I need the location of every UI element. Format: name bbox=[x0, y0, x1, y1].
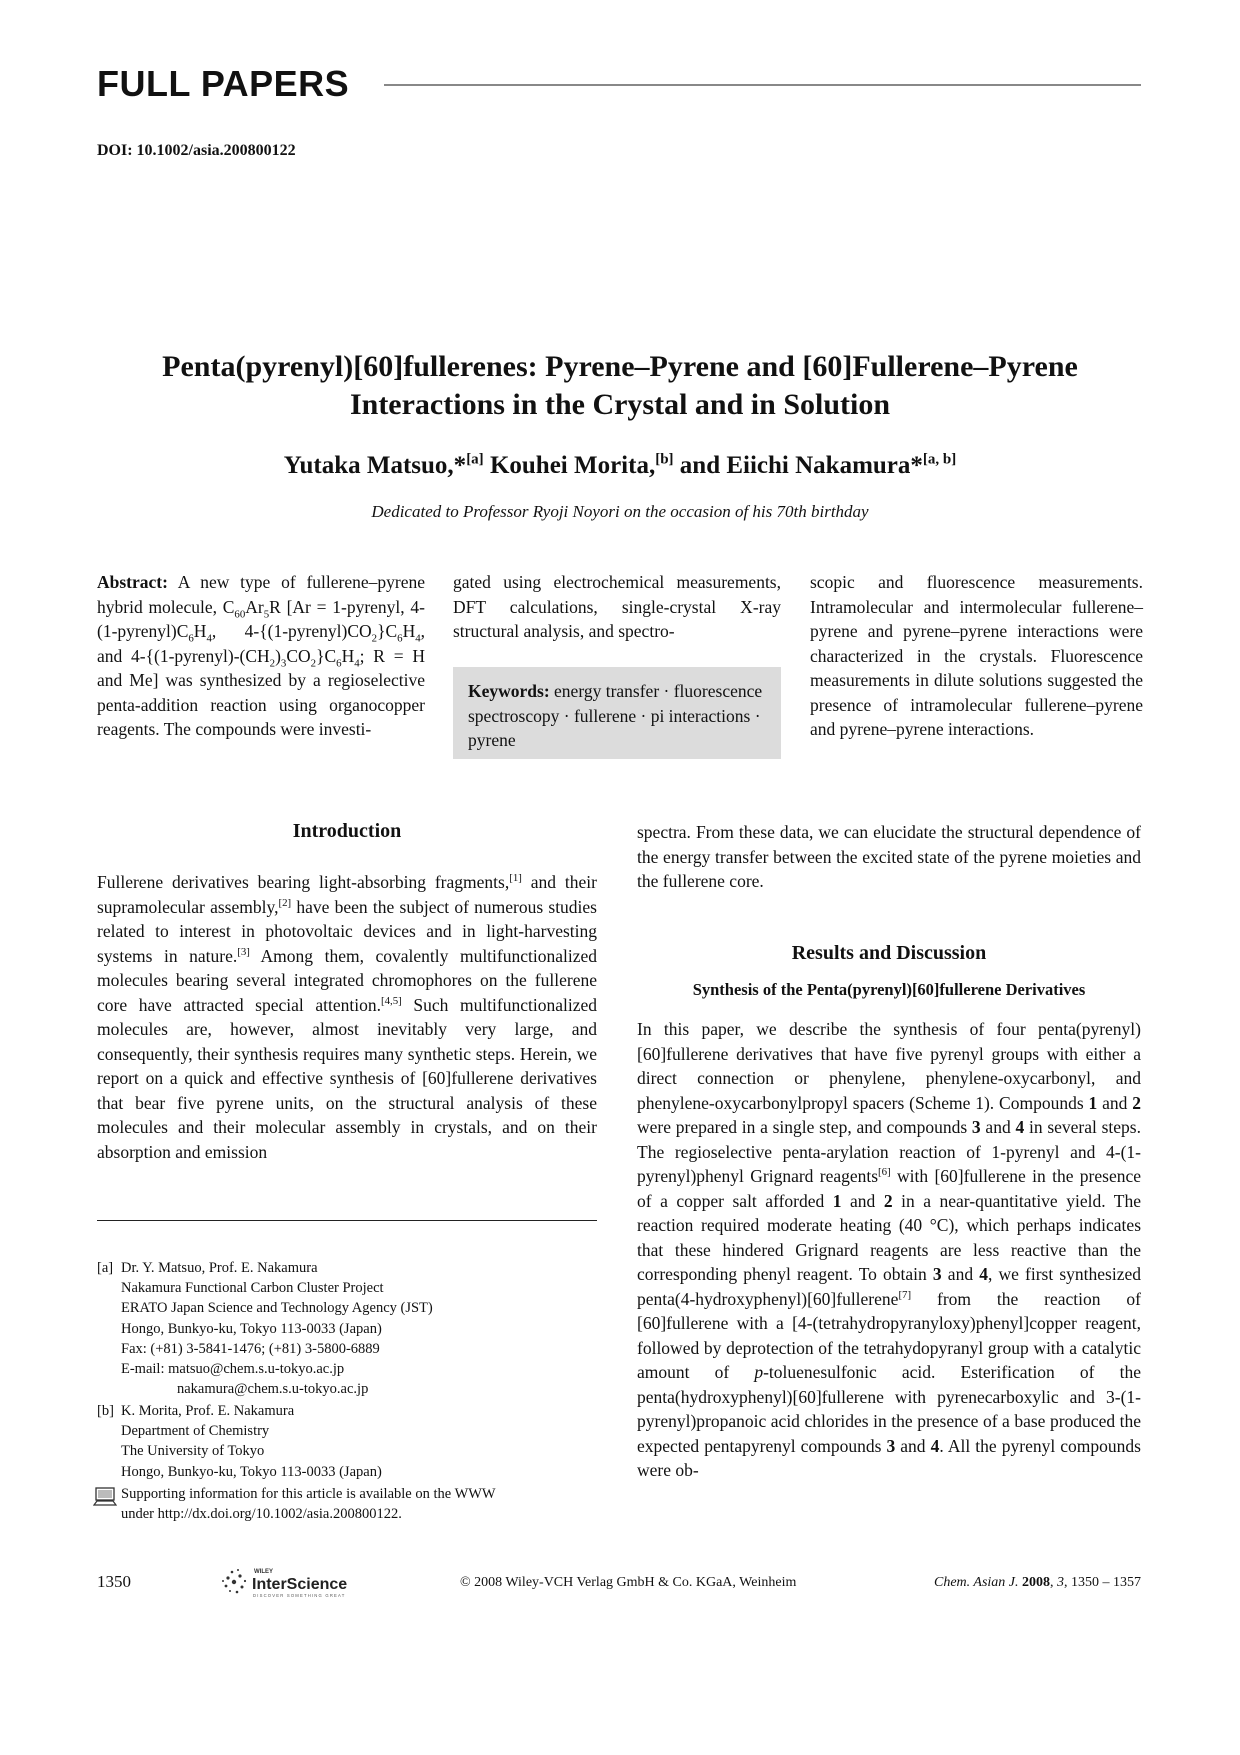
body-text: Such multifunctionalized molecules are, however, almost inevitably very large, and consequently, their synthesis requires many synthetic steps. Herein, we report on a quick and effective synthesis of [60]fullerene derivatives that bear five pyrene units, on the structural analysis of these molecules and their molecular assembly in crystals, and on their absorption and emission bbox=[97, 994, 598, 1162]
abstract-column-3: scopic and fluorescence measurements. Intramolecular and intermolecular fullerene–pyrene and pyrene–pyrene interactions were characterized in the crystals. Fluorescence measurements in dilute solutions suggested the presence of intramolecular fullerene–pyrene and pyrene–pyrene interactions. bbox=[810, 572, 1143, 739]
citation-ref: [4,5] bbox=[380, 994, 402, 1007]
wiley-interscience-logo bbox=[218, 1562, 378, 1602]
body-text: have been the subject of numerous studies related to interest in photovoltaic devices and in light-harvesting systems in nature. bbox=[97, 896, 597, 966]
subscript: 3 bbox=[280, 657, 287, 669]
compound-number: 4 bbox=[1015, 1117, 1025, 1137]
logo-tagline: DISCOVER SOMETHING GREAT bbox=[253, 1593, 346, 1598]
body-text: and bbox=[1097, 1092, 1133, 1113]
footnote-line: Supporting information for this article is available on the WWW bbox=[121, 1486, 496, 1502]
abstract-text: H bbox=[193, 621, 207, 641]
citation-ref: [7] bbox=[898, 1288, 912, 1301]
footnote-line: K. Morita, Prof. E. Nakamura bbox=[121, 1403, 295, 1419]
subscript: 6 bbox=[336, 657, 342, 669]
abstract-text: CO bbox=[286, 645, 311, 666]
copyright: © 2008 Wiley-VCH Verlag GmbH & Co. KGaA, Weinheim bbox=[460, 1575, 797, 1590]
body-text: -toluenesulfonic acid. Esterification of the penta(hydroxyphenyl)[60]fullerene with pyrenecarboxylic and 3-(1-pyrenyl)propanoic acid chlorides in the presence of a base produced the expected pentapyrenyl compounds bbox=[637, 1362, 1141, 1456]
footnote-rule bbox=[97, 1220, 597, 1221]
author-2-affiliation: [b] bbox=[655, 451, 674, 468]
subscript: 2 bbox=[371, 632, 378, 645]
body-text: , we first synthesized penta(4-hydroxyphenyl)[60]fullerene bbox=[637, 1264, 1141, 1309]
synthesis-subheading: Synthesis of the Penta(pyrenyl)[60]fullerene Derivatives bbox=[692, 980, 1086, 999]
author-2: Kouhei Morita, bbox=[483, 452, 656, 479]
logo-wiley-text: WILEY bbox=[254, 1569, 273, 1575]
citation-ref: [2] bbox=[278, 896, 292, 909]
subscript: 5 bbox=[263, 608, 270, 620]
footnote-email-2[interactable]: nakamura@chem.s.u-tokyo.ac.jp bbox=[177, 1381, 369, 1398]
abstract-text: }C bbox=[377, 621, 398, 641]
body-text: and bbox=[841, 1190, 884, 1211]
abstract-text: A new type of fullerene–pyrene hybrid molecule, C bbox=[97, 572, 425, 617]
abstract-text: ; R = H and Me] was synthesized by a regioselective penta-addition reaction using organocopper reagents. The compounds were investi- bbox=[97, 645, 425, 739]
subscript: 2 bbox=[269, 657, 276, 669]
body-text: Fullerene derivatives bearing light-absorbing fragments, bbox=[97, 872, 510, 892]
body-text: in several steps. The regioselective penta-arylation reaction of 1-pyrenyl and 4-(1-pyrenyl)phenyl Grignard reagents bbox=[637, 1117, 1141, 1186]
footnote-line: Department of Chemistry bbox=[121, 1423, 270, 1440]
abstract-text: R [Ar = 1-pyrenyl, 4-(1-pyrenyl)C bbox=[97, 596, 425, 641]
abstract-text: Ar bbox=[245, 596, 264, 617]
subscript: 60 bbox=[234, 608, 246, 620]
citation-ref: [6] bbox=[878, 1166, 891, 1179]
synthesis-body bbox=[637, 1017, 1141, 1483]
author-list bbox=[80, 452, 1160, 480]
footnote-line: The University of Tokyo bbox=[121, 1443, 265, 1460]
abstract-text: H bbox=[341, 645, 355, 666]
keywords-box bbox=[453, 667, 781, 759]
body-text: and their supramolecular assembly, bbox=[97, 872, 597, 917]
author-3: and Eiichi Nakamura* bbox=[673, 452, 923, 479]
title-line-2: Interactions in the Crystal and in Solution bbox=[349, 388, 891, 421]
intro-continuation: spectra. From these data, we can elucidate the structural dependence of the energy transfer between the excited state of the pyrene moieties and the fullerene core. bbox=[637, 822, 1141, 891]
footnote-line: Hongo, Bunkyo-ku, Tokyo 113-0033 (Japan) bbox=[121, 1463, 382, 1480]
compound-number: 2 bbox=[1132, 1092, 1141, 1113]
citation-journal: Chem. Asian J. bbox=[933, 1575, 1019, 1590]
subscript: 4 bbox=[415, 632, 421, 645]
compound-number: 1 bbox=[1088, 1092, 1098, 1113]
abstract-column-1 bbox=[97, 570, 425, 742]
compound-number: 4 bbox=[930, 1435, 940, 1456]
article-title bbox=[80, 348, 1160, 424]
footnote-a-label: [a] bbox=[97, 1260, 114, 1276]
abstract-text: , and 4-{(1-pyrenyl)-(CH bbox=[97, 621, 425, 666]
body-text: Among them, covalently multifunctionalized molecules bearing several integrated chromophores on the fullerene core have attracted special attention. bbox=[97, 945, 597, 1015]
author-1-affiliation: [a] bbox=[466, 451, 484, 468]
keywords-list: energy transfer · fluorescence spectroscopy · fullerene · pi interactions · pyrene bbox=[468, 681, 763, 750]
compound-number: 3 bbox=[971, 1117, 981, 1137]
footnote-line: Fax: (+81) 3-5841-1476; (+81) 3-5800-6889 bbox=[121, 1340, 380, 1357]
keywords-label: Keywords: bbox=[468, 681, 550, 701]
supporting-info-link[interactable]: under http://dx.doi.org/10.1002/asia.200800122. bbox=[121, 1506, 402, 1523]
body-text: from the reaction of [60]fullerene with a [4-(tetrahydropyranyloxy)phenyl]copper reagent, followed by deprotection of the tetrahydopyranyl group with a catalytic amount of bbox=[637, 1288, 1141, 1382]
body-text: were prepared in a single step, and compounds bbox=[637, 1117, 972, 1137]
body-text: In this paper, we describe the synthesis of four penta(pyrenyl)[60]fullerene derivatives that have five pyrenyl groups with either a direct connection or phenylene, phenylene-oxycarbonyl, and phenylene-oxycarbonylpropyl spacers (Scheme 1). Compounds bbox=[637, 1019, 1141, 1113]
logo-swirl-icon bbox=[222, 1569, 246, 1593]
computer-icon bbox=[93, 1487, 117, 1507]
subscript: 4 bbox=[206, 632, 212, 645]
subscript: 6 bbox=[397, 632, 403, 645]
compound-number: 2 bbox=[883, 1190, 893, 1211]
abstract-text: H bbox=[402, 621, 416, 641]
body-text: and bbox=[980, 1117, 1016, 1137]
compound-number: 1 bbox=[832, 1190, 842, 1211]
italic-prefix: p bbox=[754, 1362, 764, 1382]
abstract-text: }C bbox=[316, 645, 337, 666]
author-1: Yutaka Matsuo,* bbox=[283, 452, 467, 479]
citation-year: 2008 bbox=[1022, 1575, 1050, 1590]
abstract-label: Abstract: bbox=[97, 572, 168, 592]
footnote-line: Hongo, Bunkyo-ku, Tokyo 113-0033 (Japan) bbox=[121, 1320, 382, 1337]
footnote-line: Dr. Y. Matsuo, Prof. E. Nakamura bbox=[121, 1260, 318, 1276]
doi: DOI: 10.1002/asia.200800122 bbox=[97, 142, 296, 159]
compound-number: 3 bbox=[932, 1264, 942, 1284]
abstract-text: ) bbox=[275, 645, 281, 666]
journal-citation: Chem. Asian J. 2008, 3, 1350 – 1357 bbox=[933, 1575, 1141, 1590]
introduction-heading: Introduction bbox=[292, 820, 402, 842]
compound-number: 3 bbox=[886, 1435, 896, 1456]
logo-name: InterScience bbox=[252, 1576, 348, 1593]
citation-ref: [1] bbox=[509, 872, 522, 885]
footnote-b-label: [b] bbox=[97, 1403, 114, 1419]
body-text: and bbox=[941, 1264, 980, 1284]
subscript: 4 bbox=[354, 657, 360, 669]
author-3-affiliation: [a, b] bbox=[922, 451, 957, 468]
dedication: Dedicated to Professor Ryoji Noyori on the occasion of his 70th birthday bbox=[371, 502, 869, 521]
body-text: in a near-quantitative yield. The reaction required moderate heating (40 °C), which perhaps indicates that these hindered Grignard reagents are less reactive than the corresponding phenyl reagent. To obtain bbox=[637, 1190, 1141, 1284]
footnote-line: Nakamura Functional Carbon Cluster Project bbox=[121, 1280, 384, 1297]
subscript: 6 bbox=[188, 632, 194, 645]
citation-pages: , 1350 – 1357 bbox=[1064, 1575, 1141, 1590]
footnote-line: ERATO Japan Science and Technology Agency (JST) bbox=[121, 1300, 433, 1317]
body-text: . All the pyrenyl compounds were ob- bbox=[637, 1435, 1141, 1480]
abstract-column-2: gated using electrochemical measurements, DFT calculations, single-crystal X-ray structural analysis, and spectro- bbox=[453, 572, 781, 641]
results-heading: Results and Discussion bbox=[791, 942, 987, 964]
citation-volume: 3 bbox=[1057, 1575, 1064, 1590]
subscript: 2 bbox=[310, 657, 317, 669]
introduction-body bbox=[97, 870, 597, 1164]
header-rule bbox=[384, 84, 1141, 86]
body-text: and bbox=[895, 1435, 931, 1456]
section-label: FULL PAPERS bbox=[97, 63, 350, 104]
body-text: with [60]fullerene in the presence of a copper salt afforded bbox=[637, 1166, 1141, 1211]
citation-ref: [3] bbox=[237, 945, 250, 958]
page-number: 1350 bbox=[97, 1572, 131, 1591]
abstract-text: , 4-{(1-pyrenyl)CO bbox=[211, 621, 372, 641]
footnote-email-1[interactable]: E-mail: matsuo@chem.s.u-tokyo.ac.jp bbox=[121, 1361, 345, 1378]
title-line-1: Penta(pyrenyl)[60]fullerenes: Pyrene–Pyrene and [60]Fullerene–Pyrene bbox=[162, 350, 1078, 383]
compound-number: 4 bbox=[979, 1264, 988, 1284]
